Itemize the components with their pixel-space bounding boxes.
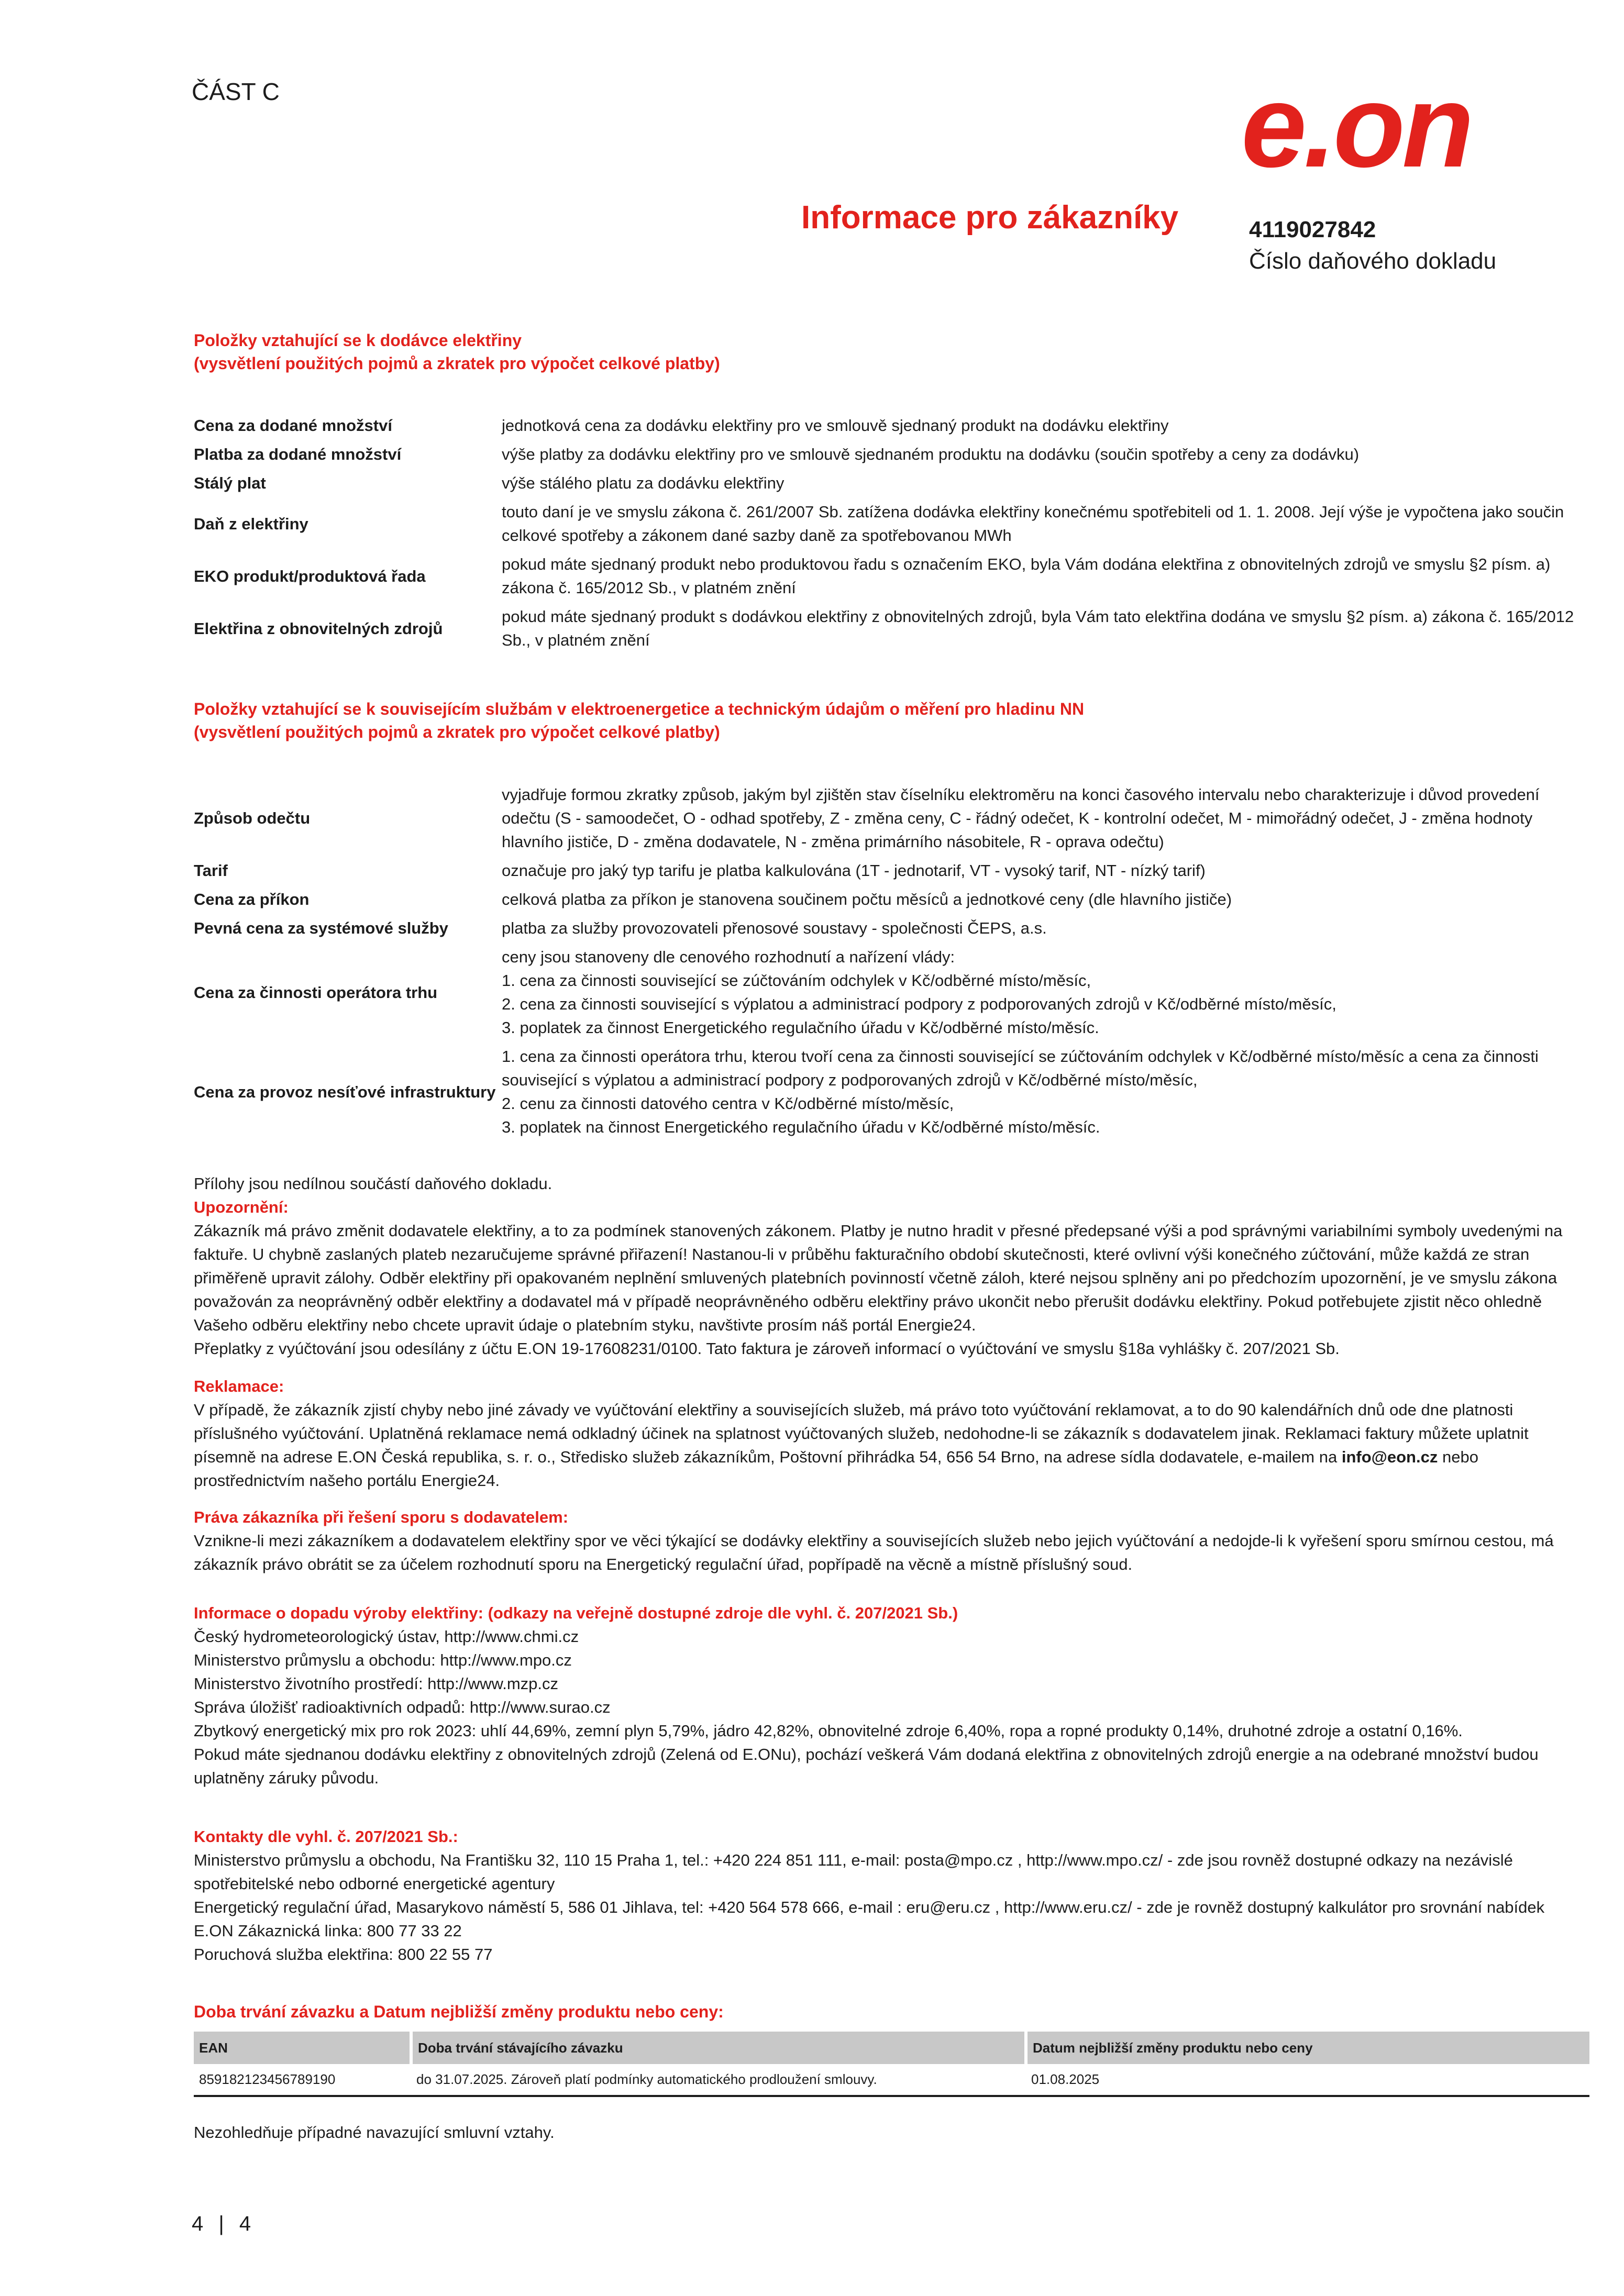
- cell-ean: 859182123456789190: [194, 2064, 411, 2096]
- services-heading: Položky vztahující se k souvisejícím službám v elektroenergetice a technickým údajům o měření pro hladinu NN (vysvětlení použitých pojmů a zkratek pro výpočet celkové platby): [194, 700, 1085, 741]
- definition-desc: označuje pro jaký typ tarifu je platba kalkulována (1T - jednotarif, VT - vysoký tarif, NT - nízký tarif): [502, 861, 1206, 880]
- definition-row: [194, 859, 1587, 882]
- complaints-email-link[interactable]: info@eon.cz: [1341, 1448, 1438, 1466]
- definition-term: Daň z elektřiny: [194, 514, 308, 533]
- column-header-ean: EAN: [194, 2032, 411, 2064]
- definition-desc: pokud máte sjednaný produkt s dodávkou elektřiny z obnovitelných zdrojů, byla Vám tato elektřina dodána ve smyslu §2 písm. a) zákona č. 165/2012 Sb., v platném znění: [502, 607, 1574, 649]
- impact-line: Ministerstvo životního prostředí: http://www.mzp.cz: [194, 1674, 559, 1693]
- definition-desc: pokud máte sjednaný produkt nebo produktovou řadu s označením EKO, byla Vám dodána elektřina z obnovitelných zdrojů ve smyslu §2 písm. a) zákona č. 165/2012 Sb., v platném znění: [502, 555, 1551, 597]
- definition-row: [194, 442, 1587, 466]
- definition-term: Pevná cena za systémové služby: [194, 919, 448, 937]
- eon-logo: [1241, 77, 1561, 182]
- attachments-note: Přílohy jsou nedílnou součástí daňového dokladu.: [194, 1174, 553, 1193]
- column-header-duration: Doba trvání stávajícího závazku: [411, 2032, 1026, 2064]
- impact-line: Ministerstvo průmyslu a obchodu: http://www.mpo.cz: [194, 1651, 572, 1669]
- definition-term: Způsob odečtu: [194, 809, 311, 827]
- complaints-text: V případě, že zákazník zjistí chyby nebo jiné závady ve vyúčtování elektřiny a souvisejících služeb, má právo toto vyúčtování reklamovat, a to do 90 kalendářních dnů ode dne platnosti příslušného vyúčtování. Uplatněná reklamace nemá odkladný účinek na splatnost vyúčtovaných služeb, nedohodne-li se zákazník s dodavatelem jinak. Reklamaci faktury můžete uplatnit písemně na adrese E.ON Česká republika, s. r. o., Středisko služeb zákazníkům, Poštovní přihrádka 54, 656 54 Brno, na adrese sídla dodavatele, e-mailem na info@eon.cz nebo prostřednictvím našeho portálu Energie24.: [194, 1401, 1529, 1490]
- contact-line: Poruchová služba elektřina: 800 22 55 77: [194, 1945, 493, 1964]
- impact-line: Pokud máte sjednanou dodávku elektřiny z obnovitelných zdrojů (Zelená od E.ONu), pochází veškerá Vám dodaná elektřina z obnovitelných zdrojů energie a na odebrané množství budou uplatněny záruky původu.: [194, 1745, 1539, 1787]
- definition-term: Platba za dodané množství: [194, 445, 402, 463]
- definition-row: [194, 552, 1587, 600]
- definition-desc: výše platby za dodávku elektřiny pro ve smlouvě sjednaném produktu na dodávku (součin spotřeby a ceny za dodávku): [502, 445, 1360, 463]
- complaints-heading: Reklamace:: [194, 1377, 284, 1395]
- definition-desc: výše stálého platu za dodávku elektřiny: [502, 474, 785, 492]
- commitment-note: Nezohledňuje případné navazující smluvní vztahy.: [194, 2123, 555, 2142]
- definition-row: [194, 500, 1587, 547]
- definition-term: EKO produkt/produktová řada: [194, 567, 426, 585]
- definition-term: Stálý plat: [194, 474, 266, 492]
- definition-desc: 1. cena za činnosti operátora trhu, kterou tvoří cena za činnosti související se zúčtováním odchylek v Kč/odběrné místo/měsíc a cena za činnosti související s výplatou a administrací podpory z podporovaných zdrojů v Kč/odběrné místo/měsíc, 2. cenu za činnosti datového centra v Kč/odběrné místo/měsíc, 3. poplatek na činnost Energetického regulačního úřadu v Kč/odběrné místo/měsíc.: [502, 1047, 1539, 1136]
- definition-row: [194, 916, 1587, 940]
- contact-line: E.ON Zákaznická linka: 800 77 33 22: [194, 1922, 462, 1940]
- contact-line: Energetický regulační úřad, Masarykovo náměstí 5, 586 01 Jihlava, tel: +420 564 578 666, e-mail : eru@eru.cz , http://www.eru.cz/ - zde je rovněž dostupný kalkulátor pro srovnání nabídek: [194, 1898, 1545, 1916]
- part-label: ČÁST C: [192, 78, 280, 105]
- invoice-number-label: Číslo daňového dokladu: [1249, 248, 1497, 274]
- definition-row: [194, 471, 1587, 495]
- contacts-heading: Kontakty dle vyhl. č. 207/2021 Sb.:: [194, 1827, 458, 1846]
- definition-term: Cena za dodané množství: [194, 416, 392, 435]
- definition-row: [194, 605, 1587, 652]
- commitment-heading: Doba trvání závazku a Datum nejbližší změny produktu nebo ceny:: [194, 2002, 724, 2021]
- definition-desc: platba za služby provozovateli přenosové soustavy - společnosti ČEPS, a.s.: [502, 919, 1047, 937]
- commitment-table: [194, 2032, 1589, 2097]
- definition-desc: jednotková cena za dodávku elektřiny pro ve smlouvě sjednaný produkt na dodávku elektřiny: [502, 416, 1169, 435]
- impact-line: Český hydrometeorologický ústav, http://www.chmi.cz: [194, 1627, 579, 1646]
- definition-row: [194, 414, 1587, 437]
- definition-term: Elektřina z obnovitelných zdrojů: [194, 619, 443, 638]
- definition-term: Cena za provoz nesíťové infrastruktury: [194, 1082, 496, 1101]
- invoice-number: 4119027842: [1249, 217, 1376, 242]
- supply-definitions: [194, 414, 1587, 657]
- notices: [194, 1172, 1587, 1360]
- services-definitions: [194, 783, 1587, 1144]
- impact-section: [194, 1601, 1587, 1790]
- disputes-text: Vznikne-li mezi zákazníkem a dodavatelem elektřiny spor ve věci týkající se dodávky elektřiny a souvisejících služeb nebo jejich vyúčtování a nedojde-li k vyřešení sporu smírnou cestou, má zákazník právo obrátit se za účelem rozhodnutí sporu na Energetický regulační úřad, popřípadě na věcně a místně příslušný soud.: [194, 1532, 1554, 1573]
- complaints-section: [194, 1374, 1587, 1492]
- definition-desc: touto daní je ve smyslu zákona č. 261/2007 Sb. zatížena dodávka elektřiny konečnému spotřebiteli od 1. 1. 2008. Její výše je vypočtena jako součin celkové spotřeby a zákonem dané sazby daně za spotřebovanou MWh: [502, 503, 1564, 545]
- definition-term: Cena za příkon: [194, 890, 310, 908]
- definition-desc: ceny jsou stanoveny dle cenového rozhodnutí a nařízení vlády: 1. cena za činnosti související se zúčtováním odchylek v Kč/odběrné místo/měsíc, 2. cena za činnosti související s výplatou a administrací podpory z podporovaných zdrojů v Kč/odběrné místo/měsíc, 3. poplatek za činnost Energetického regulačního úřadu v Kč/odběrné místo/měsíc.: [502, 948, 1336, 1037]
- definition-row: [194, 945, 1587, 1039]
- page-title: Informace pro zákazníky: [801, 199, 1179, 236]
- definition-term: Tarif: [194, 861, 228, 880]
- supply-heading: Položky vztahující se k dodávce elektřiny (vysvětlení použitých pojmů a zkratek pro výpočet celkové platby): [194, 331, 720, 373]
- contact-line: Ministerstvo průmyslu a obchodu, Na Františku 32, 110 15 Praha 1, tel.: +420 224 851 111, e-mail: posta@mpo.cz , http://www.mpo.cz/ - zde jsou rovněž dostupné odkazy na nezávislé spotřebitelské nebo odborné energetické agentury: [194, 1851, 1513, 1893]
- warning-heading: Upozornění:: [194, 1198, 289, 1216]
- overpayments-text: Přeplatky z vyúčtování jsou odesílány z účtu E.ON 19-17608231/0100. Tato faktura je zároveň informací o vyúčtování ve smyslu §18a vyhlášky č. 207/2021 Sb.: [194, 1339, 1340, 1358]
- definition-desc: celková platba za příkon je stanovena součinem počtu měsíců a jednotkové ceny (dle hlavního jističe): [502, 890, 1232, 908]
- impact-line: Správa úložišť radioaktivních odpadů: http://www.surao.cz: [194, 1698, 611, 1716]
- definition-row: [194, 783, 1587, 853]
- definition-desc: vyjadřuje formou zkratky způsob, jakým byl zjištěn stav číselníku elektroměru na konci časového intervalu nebo charakterizuje i důvod provedení odečtu (S - samoodečet, O - odhad spotřeby, Z - změna ceny, C - řádný odečet, K - kontrolní odečet, M - mimořádný odečet, J - změna hodnoty hlavního jističe, D - změna dodavatele, N - změna primárního násobitele, R - oprava odečtu): [502, 785, 1540, 851]
- cell-duration: do 31.07.2025. Zároveň platí podmínky automatického prodloužení smlouvy.: [411, 2064, 1026, 2096]
- page-number: 4 | 4: [192, 2212, 251, 2235]
- table-header-row: [194, 2032, 1589, 2064]
- disputes-heading: Práva zákazníka při řešení sporu s dodavatelem:: [194, 1508, 569, 1526]
- contacts-section: [194, 1825, 1587, 1966]
- definition-row: [194, 888, 1587, 911]
- warning-text: Zákazník má právo změnit dodavatele elektřiny, a to za podmínek stanovených zákonem. Platby je nutno hradit v přesné předepsané výši a pod správnými variabilními symboly uvedenými na faktuře. U chybně zaslaných plateb nezaručujeme správné přiřazení! Nastanou-li v průběhu fakturačního období skutečnosti, které ovlivní výši konečného zúčtování, může každá ze stran přiměřeně upravit zálohy. Odběr elektřiny při opakovaném neplnění smluvených platebních povinností včetně záloh, které nejsou splněny ani po předchozím upozornění, je ve smyslu zákona považován za neoprávněný odběr elektřiny a dodavatel má v případě neoprávněného odběru elektřiny právo ukončit nebo přerušit dodávku elektřiny. Pokud potřebujete zjistit něco ohledně Vašeho odběru elektřiny nebo chcete upravit údaje o platebním styku, navštivte prosím náš portál Energie24.: [194, 1222, 1563, 1334]
- table-row: [194, 2064, 1589, 2096]
- impact-line: Zbytkový energetický mix pro rok 2023: uhlí 44,69%, zemní plyn 5,79%, jádro 42,82%, obnovitelné zdroje 6,40%, ropa a ropné produkty 0,14%, druhotné zdroje a ostatní 0,16%.: [194, 1722, 1463, 1740]
- definition-row: [194, 1045, 1587, 1139]
- eon-logo-wordmark: e.on: [1241, 77, 1471, 182]
- definition-term: Cena za činnosti operátora trhu: [194, 983, 438, 1002]
- impact-heading: Informace o dopadu výroby elektřiny: (odkazy na veřejně dostupné zdroje dle vyhl. č. 207/2021 Sb.): [194, 1604, 958, 1622]
- column-header-next-change: Datum nejbližší změny produktu nebo ceny: [1026, 2032, 1589, 2064]
- disputes-section: [194, 1505, 1587, 1576]
- cell-next-change: 01.08.2025: [1026, 2064, 1589, 2096]
